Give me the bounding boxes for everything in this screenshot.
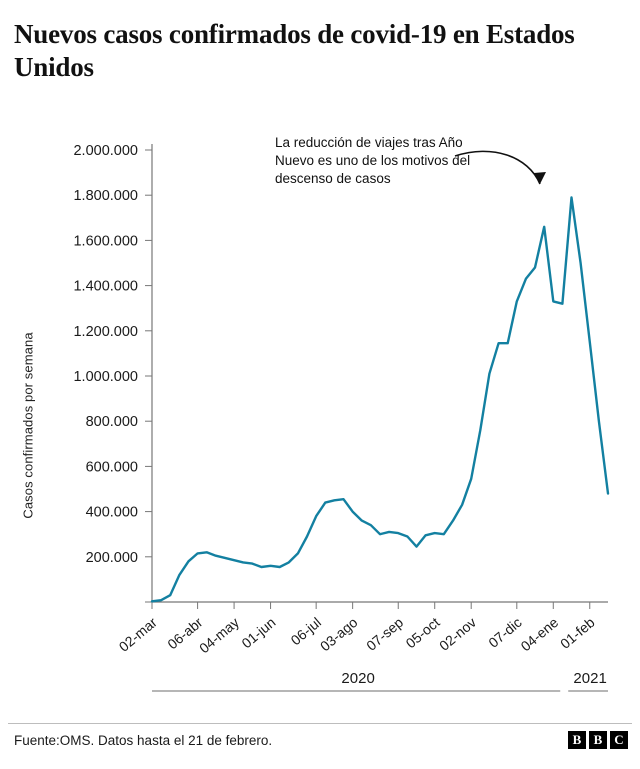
- line-chart-svg: [0, 118, 640, 698]
- x-tick-label: 02-mar: [115, 614, 160, 655]
- year-label-2020: 2020: [341, 670, 375, 687]
- x-tick-label: 04-may: [195, 614, 243, 657]
- x-tick-label: 01-jun: [238, 614, 279, 652]
- page-title: Nuevos casos confirmados de covid-19 en Estados Unidos: [14, 19, 575, 82]
- annotation-arrow-head: [534, 172, 546, 184]
- y-tick-label: 1.000.000: [73, 369, 138, 385]
- x-tick-label: 03-ago: [316, 614, 361, 655]
- bbc-logo: [568, 731, 628, 749]
- chart-container: [0, 118, 640, 698]
- data-line: [152, 198, 608, 602]
- bbc-logo-b1: B: [568, 731, 586, 749]
- x-tick-label: 07-sep: [363, 614, 407, 654]
- x-tick-label: 05-oct: [402, 614, 443, 652]
- x-tick-label: 02-nov: [436, 614, 480, 654]
- y-tick-label: 1.800.000: [73, 188, 138, 205]
- y-tick-label: 800.000: [85, 414, 138, 431]
- y-tick-label: 1.400.000: [73, 278, 138, 295]
- year-axis: [152, 670, 608, 691]
- x-tick-label: 06-abr: [164, 614, 206, 653]
- y-tick-label: 200.000: [85, 549, 138, 566]
- year-label-2021: 2021: [573, 670, 607, 687]
- x-tick-label: 04-ene: [517, 614, 562, 655]
- x-tick-label: 06-jul: [287, 614, 325, 649]
- x-axis-ticks: [116, 602, 598, 656]
- annotation-text: La reducción de viajes tras Año Nuevo es uno de los motivos del descenso de casos: [275, 135, 471, 186]
- x-tick-label: 01-feb: [556, 614, 598, 652]
- x-tick-label: 07-dic: [485, 614, 525, 651]
- bbc-logo-b3: C: [610, 731, 628, 749]
- y-tick-label: 600.000: [85, 459, 138, 476]
- footer-divider: [8, 723, 632, 724]
- y-axis-label: Casos confirmados por semana: [20, 332, 36, 519]
- y-tick-label: 400.000: [85, 504, 138, 521]
- y-tick-label: 2.000.000: [73, 143, 138, 159]
- series-line-casos: [152, 198, 608, 602]
- y-tick-label: 1.200.000: [73, 323, 138, 340]
- source-note: Fuente:OMS. Datos hasta el 21 de febrero.: [14, 733, 273, 748]
- y-axis-ticks: [73, 143, 152, 602]
- y-tick-label: 1.600.000: [73, 233, 138, 250]
- bbc-logo-b2: B: [589, 731, 607, 749]
